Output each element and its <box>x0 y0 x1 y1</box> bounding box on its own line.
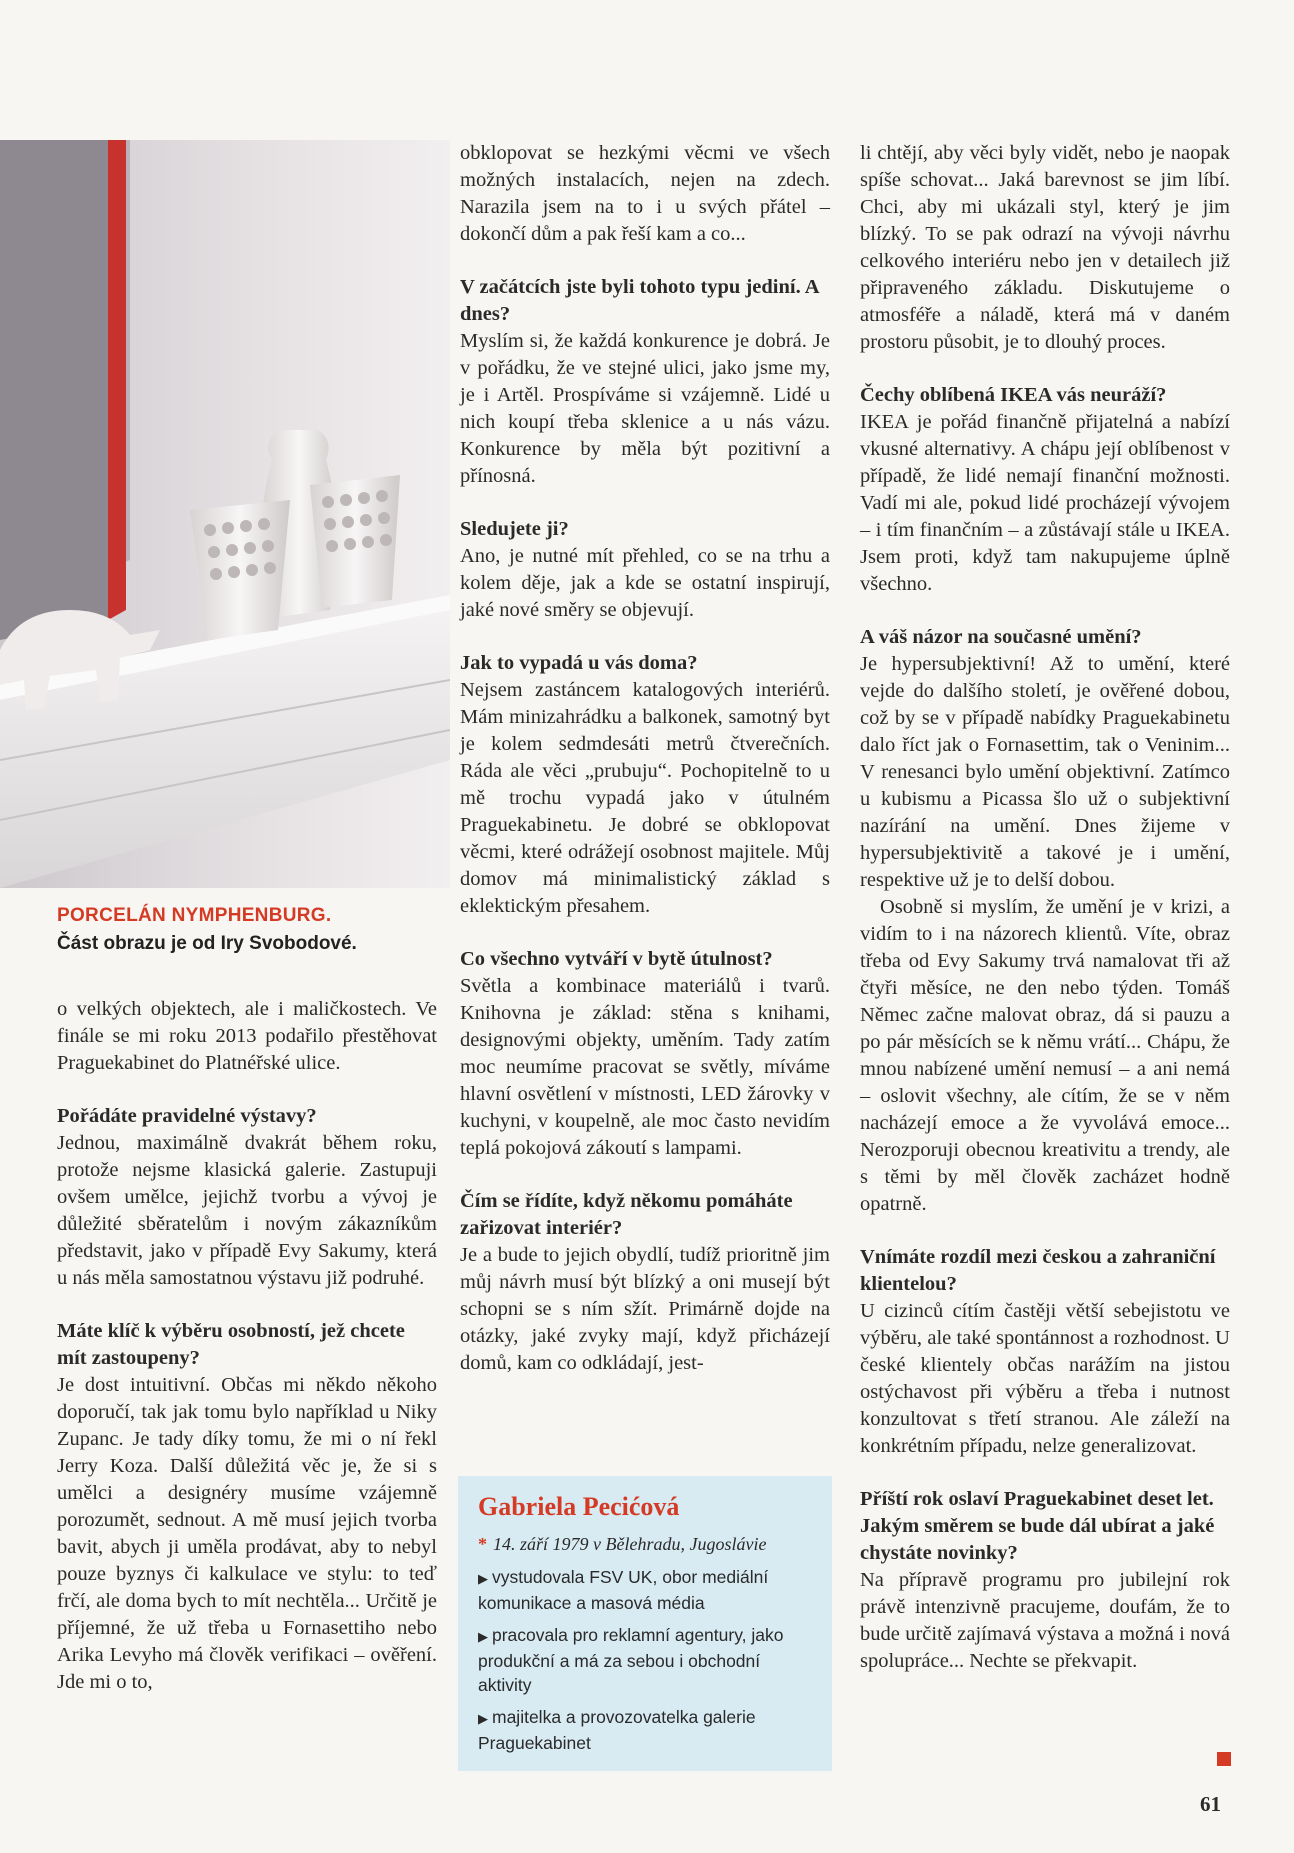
profile-item <box>478 1565 812 1615</box>
profile-item-text: majitelka a provozovatelka galerie Praguekabinet <box>478 1707 756 1753</box>
profile-item-text: pracovala pro reklamní agentury, jako produkční a má za sebou i obchodní aktivity <box>478 1625 784 1695</box>
photo-caption <box>57 902 437 958</box>
profile-name: Gabriela Pecićová <box>478 1492 680 1521</box>
interview-answer: Je hypersubjektivní! Až to umění, které vejde do dalšího století, je ověřené dobou, což by se v případě nabídky Praguekabinetu dalo říct jak o Fornasettim, tak o Veninim... V renesanci bylo umění objektivní. Zatímco u kubismu a Picassa šlo už o subjektivní nazírání na umění. Dnes žijeme v hypersubjektivitě a takové je i umění, respektive už je to delší dobou. <box>860 653 1230 891</box>
profile-birth <box>478 1534 812 1555</box>
interview-answer: Jednou, maximálně dvakrát během roku, protože nejsme klasická galerie. Zastupuji ovšem umělce, jejichž tvorbu a vývoj je důležité sběratelům i novým zákazníkům představit, jako v případě Evy Sakumy, která u nás měla samostatnou výstavu již podruhé. <box>57 1132 437 1289</box>
paragraph: li chtějí, aby věci byly vidět, nebo je naopak spíše schovat... Jaká barevnost se jim líbí. Chci, aby mi ukázali styl, který je jim blízký. To se pak odrazí na vývoji návrhu celkového interiéru nebo jen v detailech již připraveného základu. Diskutujeme o atmosféře a náladě, která má v daném prostoru působit, je to dlouhý proces. <box>860 142 1230 353</box>
profile-item-text: vystudovala FSV UK, obor mediální komunikace a masová média <box>478 1567 769 1613</box>
article-column-2 <box>460 140 830 1377</box>
interview-question: Pořádáte pravidelné výstavy? <box>57 1105 317 1127</box>
interview-question: Jak to vypadá u vás doma? <box>460 652 698 674</box>
page-number: 61 <box>1200 1792 1221 1816</box>
interview-question: V začátcích jste byli tohoto typu jediní. A dnes? <box>460 276 819 325</box>
interview-question: Sledujete ji? <box>460 518 569 540</box>
arrow-icon: ▶ <box>478 1711 488 1726</box>
profile-item <box>478 1623 812 1697</box>
interview-answer: Světla a kombinace materiálů i tvarů. Knihovna je základ: stěna s knihami, designovými objekty, uměním. Tady zatím moc neumíme pracovat se světly, míváme hlavní osvětlení v místnosti, LED žárovky v kuchyni, v koupelně, ale moc často nevidím teplá pokojová zákoutí s lampami. <box>460 975 830 1159</box>
article-column-3 <box>860 140 1230 1675</box>
arrow-icon: ▶ <box>478 1571 488 1586</box>
interview-answer: Je dost intuitivní. Občas mi někdo někoho doporučí, tak jak tomu bylo například u Niky Zupanc. Je tady díky tomu, že mi o ní řekl Jerry Koza. Další důležitá věc je, že si s umělci a designéry musíme vzájemně porozumět, sednout. A mě musí jejich tvorba bavit, abych ji uměla prodávat, aby to nebyl pouze byznys či kalkulace ve stylu: to teď frčí, ale doma bych to mít nechtěla... Určitě je příjemné, že už třeba u Fornasettiho nebo Arika Levyho má člověk verifikaci – ověření. Jde mi o to, <box>57 1374 437 1693</box>
article-column-1 <box>57 996 437 1696</box>
birth-text: 14. září 1979 v Bělehradu, Jugoslávie <box>493 1534 767 1554</box>
profile-item <box>478 1705 812 1755</box>
interview-answer: Osobně si myslím, že umění je v krizi, a vidím to i na názorech klientů. Víte, obraz třeba od Evy Sakumy trvá namalovat tři až čtyři měsíce, ne den nebo týden. Tomáš Němec začne malovat obraz, dá si pauzu a po pár měsících se k němu vrátí... Chápu, že mnou nabízené umění nemusí – a ani nemá – oslovit všechny, ale cítím, že se v něm nacházejí emoce a že vyvolává emoce... Nerozporuji obecnou kreativitu a trendy, ale s těmi by měl člověk zacházet hodně opatrně. <box>860 896 1230 1215</box>
interview-answer: Na přípravě programu pro jubilejní rok právě intenzivně pracujeme, doufám, že to bude určitě zajímavá výstava a možná i nová spolupráce... Nechte se překvapit. <box>860 1569 1230 1672</box>
interview-answer: Myslím si, že každá konkurence je dobrá. Je v pořádku, že ve stejné ulici, jako jsme my, je i Artěl. Prospíváme si vzájemně. Lidé u nich koupí třeba sklenice a u nás vázu. Konkurence by měla být pozitivní a přínosná. <box>460 330 830 487</box>
caption-title: PORCELÁN NYMPHENBURG. <box>57 905 332 926</box>
interior-photo <box>0 140 450 888</box>
profile-box <box>458 1476 832 1771</box>
caption-text: Část obrazu je od Iry Svobodové. <box>57 933 357 954</box>
interview-question: Máte klíč k výběru osobností, jež chcete mít zastoupeny? <box>57 1320 405 1369</box>
paragraph: obklopovat se hezkými věcmi ve všech možných instalacích, nejen na zdech. Narazila jsem na to i u svých přátel – dokončí dům a pak řeší kam a co... <box>460 142 830 245</box>
end-of-article-icon <box>1217 1752 1231 1766</box>
birth-star-icon: * <box>478 1534 487 1554</box>
interview-answer: Nejsem zastáncem katalogových interiérů. Mám minizahrádku a balkonek, samotný byt je kolem sedmdesáti metrů čtverečních. Ráda ale věci „prubuju“. Pochopitelně to u mě trochu vypadá jako v útulném Praguekabinetu. Je dobré se obklopovat věcmi, které odrážejí osobnost majitele. Můj domov má minimalistický základ s eklektickým přesahem. <box>460 679 830 917</box>
interview-answer: Je a bude to jejich obydlí, tudíž prioritně jim můj návrh musí být blízký a oni musejí být schopni se s ním sžít. Primárně dojde na otázky, jaké zvyky mají, když přicházejí domů, kam co odkládají, jest- <box>460 1244 830 1374</box>
interview-question: Vnímáte rozdíl mezi českou a zahraniční klientelou? <box>860 1246 1216 1295</box>
interview-question: Čím se řídíte, když někomu pomáháte zařizovat interiér? <box>460 1190 793 1239</box>
interview-question: Příští rok oslaví Praguekabinet deset let. Jakým směrem se bude dál ubírat a jaké chystáte novinky? <box>860 1488 1215 1564</box>
interview-question: Co všechno vytváří v bytě útulnost? <box>460 948 773 970</box>
paragraph: o velkých objektech, ale i maličkostech. Ve finále se mi roku 2013 podařilo přestěhovat Praguekabinet do Platnéřské ulice. <box>57 998 437 1074</box>
interview-answer: U cizinců cítím častěji větší sebejistotu ve výběru, ale také spontánnost a rozhodnost. U české klientely občas narážím na jistou ostýchavost při výběru a třeba i nutnost konzultovat s třetí stranou. Ale záleží na konkrétním případu, nelze generalizovat. <box>860 1300 1230 1457</box>
interview-answer: IKEA je pořád finančně přijatelná a nabízí vkusné alternativy. A chápu její oblíbenost v případě, že lidé nemají finanční možnosti. Vadí mi ale, pokud lidé procházejí vývojem – i tím finančním – a zůstávají stále u IKEA. Jsem proti, když tam nakupujeme úplně všechno. <box>860 411 1230 595</box>
interview-question: Čechy oblíbená IKEA vás neuráží? <box>860 384 1167 406</box>
interview-question: A váš názor na současné umění? <box>860 626 1142 648</box>
interview-answer: Ano, je nutné mít přehled, co se na trhu a kolem děje, jak a kde se ostatní inspirují, jaké nové směry se objevují. <box>460 545 830 621</box>
arrow-icon: ▶ <box>478 1629 488 1644</box>
